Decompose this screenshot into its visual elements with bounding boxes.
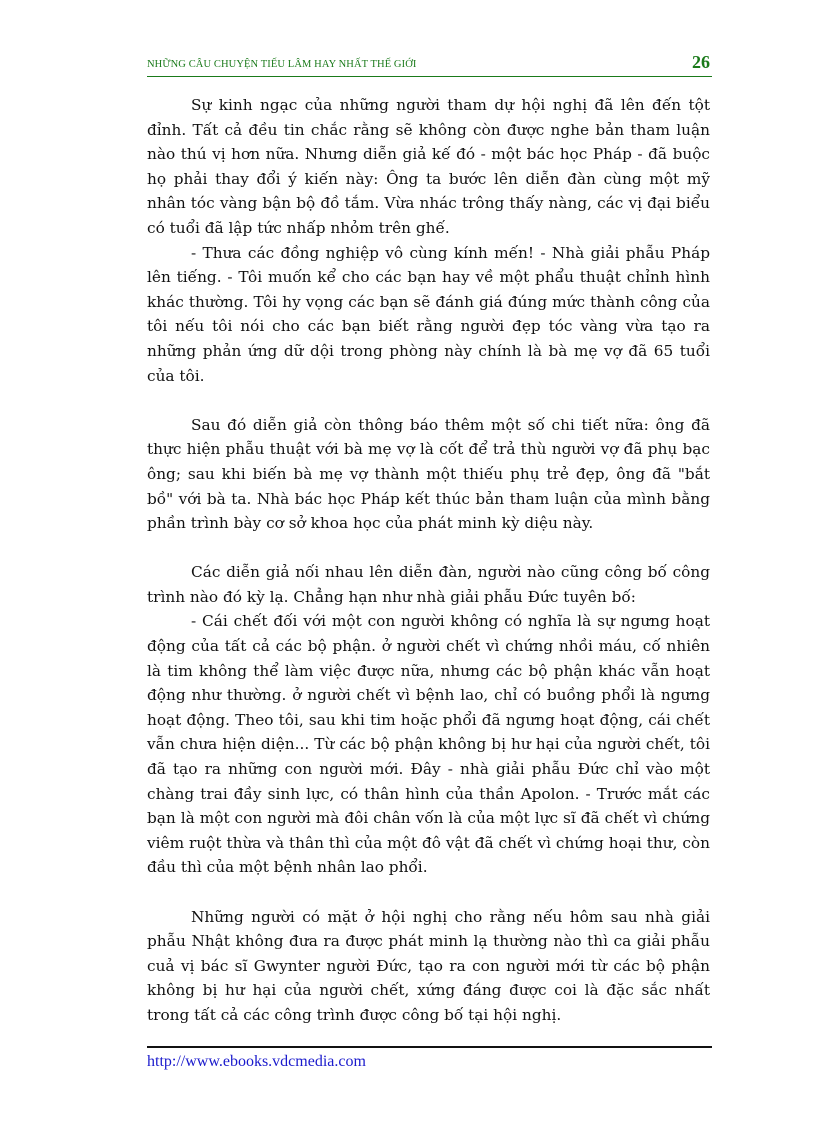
book-title: NHỮNG CÂU CHUYỆN TIẾU LÂM HAY NHẤT THẾ GIỚI [147, 59, 417, 70]
footer-link[interactable]: http://www.ebooks.vdcmedia.com [147, 1053, 366, 1070]
footer-divider [147, 1046, 712, 1048]
paragraph: Sự kinh ngạc của những người tham dự hội nghị đã lên đến tột đỉnh. Tất cả đều tin chắc rằng sẽ không còn được nghe bản tham luận nào thú vị hơn nữa. Nhưng diễn giả kế đó - một bác học Pháp - đã buộc họ phải thay đổi ý kiến này: Ông ta bước lên diễn đàn cùng một mỹ nhân tóc vàng bận bộ đồ tắm. Vừa nhác trông thấy nàng, các vị đại biểu có tuổi đã lập tức nhấp nhỏm trên ghế. [147, 96, 710, 237]
paragraph: Các diễn giả nối nhau lên diễn đàn, người nào cũng công bố công trình nào đó kỳ lạ. Chẳng hạn như nhà giải phẫu Đức tuyên bố: [147, 563, 710, 606]
body-text [147, 93, 710, 1028]
paragraph: - Cái chết đối với một con người không có nghĩa là sự ngưng hoạt động của tất cả các bộ phận. ở người chết vì chứng nhồi máu, cố nhiên là tim không thể làm việc được nữa, nhưng các bộ phận khác vẫn hoạt động như thường. ở người chết vì bệnh lao, chỉ có buồng phổi là ngưng hoạt động. Theo tôi, sau khi tim hoặc phổi đã ngưng hoạt động, cái chết vẫn chưa hiện diện... Từ các bộ phận không bị hư hại của người chết, tôi đã tạo ra những con người mới. Đây - nhà giải phẫu Đức chỉ vào một chàng trai đầy sinh lực, có thân hình của thần Apolon. - Trước mắt các bạn là một con người mà đôi chân vốn là của một lực sĩ đã chết vì chứng viêm ruột thừa và thân thì của một đô vật đã chết vì chứng hoại thư, còn đầu thì của một bệnh nhân lao phổi. [147, 612, 710, 877]
page-number: 26 [692, 52, 710, 72]
paragraph: Sau đó diễn giả còn thông báo thêm một số chi tiết nữa: ông đã thực hiện phẫu thuật với bà mẹ vợ là cốt để trả thù người vợ đã phụ bạc ông; sau khi biến bà mẹ vợ thành một thiếu phụ trẻ đẹp, ông đã "bắt bồ" với bà ta. Nhà bác học Pháp kết thúc bản tham luận của mình bằng phần trình bày cơ sở khoa học của phát minh kỳ diệu này. [147, 415, 710, 533]
paragraph: - Thưa các đồng nghiệp vô cùng kính mến! - Nhà giải phẫu Pháp lên tiếng. - Tôi muốn kể cho các bạn hay về một phẩu thuật chỉnh hình khác thường. Tôi hy vọng các bạn sẽ đánh giá đúng mức thành công của tôi nếu tôi nói cho các bạn biết rằng người đẹp tóc vàng vừa tạo ra những phản ứng dữ dội trong phòng này chính là bà mẹ vợ đã 65 tuổi của tôi. [147, 243, 710, 385]
page-header [147, 52, 712, 76]
header-divider [147, 76, 712, 77]
paragraph: Những người có mặt ở hội nghị cho rằng nếu hôm sau nhà giải phẫu Nhật không đưa ra được phát minh lạ thường nào thì ca giải phẫu cuả vị bác sĩ Gwynter người Đức, tạo ra con người mới từ các bộ phận không bị hư hại của người chết, xứng đáng được coi là đặc sắc nhất trong tất cả các công trình được công bố tại hội nghị. [147, 907, 710, 1024]
